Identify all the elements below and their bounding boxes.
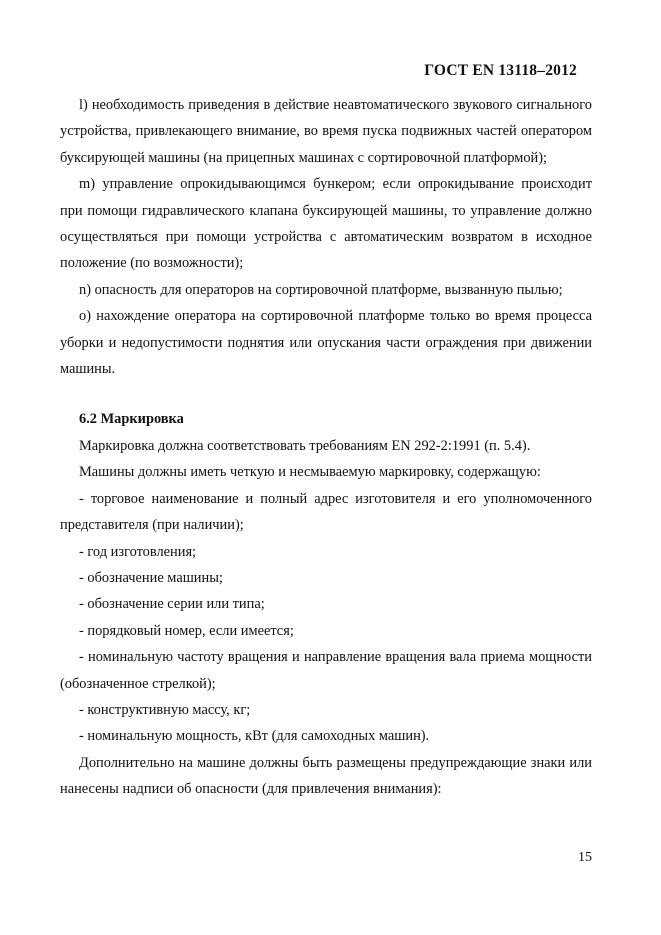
marking-item-serial: - порядковый номер, если имеется; xyxy=(79,622,294,639)
list-item-n: n) опасность для операторов на сортировочной платформе, вызванную пылью; xyxy=(79,281,563,298)
marking-item-year: - год изготовления; xyxy=(79,543,197,560)
warning-signs-paragraph: Дополнительно на машине должны быть размещены предупреждающие знаки или нанесены надписи об опасности (для привлечения внимания): xyxy=(60,754,592,798)
body-text xyxy=(60,92,592,803)
marking-item-power: - номинальную мощность, кВт (для самоходных машин). xyxy=(79,728,430,745)
page-number: 15 xyxy=(578,850,592,865)
marking-intro: Машины должны иметь четкую и несмываемую маркировку, содержащую: xyxy=(79,464,541,481)
section-heading: 6.2 Маркировка xyxy=(79,411,184,428)
marking-item-manufacturer: - торговое наименование и полный адрес изготовителя и его уполномоченного представителя (при наличии); xyxy=(60,490,592,534)
list-item-l: l) необходимость приведения в действие неавтоматического звукового сигнального устройства, привлекающего внимание, во время пуска подвижных частей оператором буксирующей машины (на прицепных машинах с сортировочной платформой); xyxy=(60,97,592,166)
standard-header: ГОСТ EN 13118–2012 xyxy=(424,62,577,79)
marking-item-designation: - обозначение машины; xyxy=(79,569,223,586)
marking-item-pto: - номинальную частоту вращения и направление вращения вала приема мощности (обозначенное стрелкой); xyxy=(60,649,592,692)
marking-item-series: - обозначение серии или типа; xyxy=(79,596,265,613)
list-item-o: o) нахождение оператора на сортировочной платформе только во время процесса уборки и недопустимости поднятия или опускания части ограждения при движении машины. xyxy=(60,308,592,378)
marking-requirement: Маркировка должна соответствовать требованиям EN 292-2:1991 (п. 5.4). xyxy=(79,437,531,454)
list-item-m: m) управление опрокидывающимся бункером; если опрокидывание происходит при помощи гидравлического клапана буксирующей машины, то управление должно осуществляться при помощи устройства с автоматическим возвратом в исходное положение (по возможности); xyxy=(60,176,592,272)
marking-item-mass: - конструктивную массу, кг; xyxy=(79,701,251,718)
